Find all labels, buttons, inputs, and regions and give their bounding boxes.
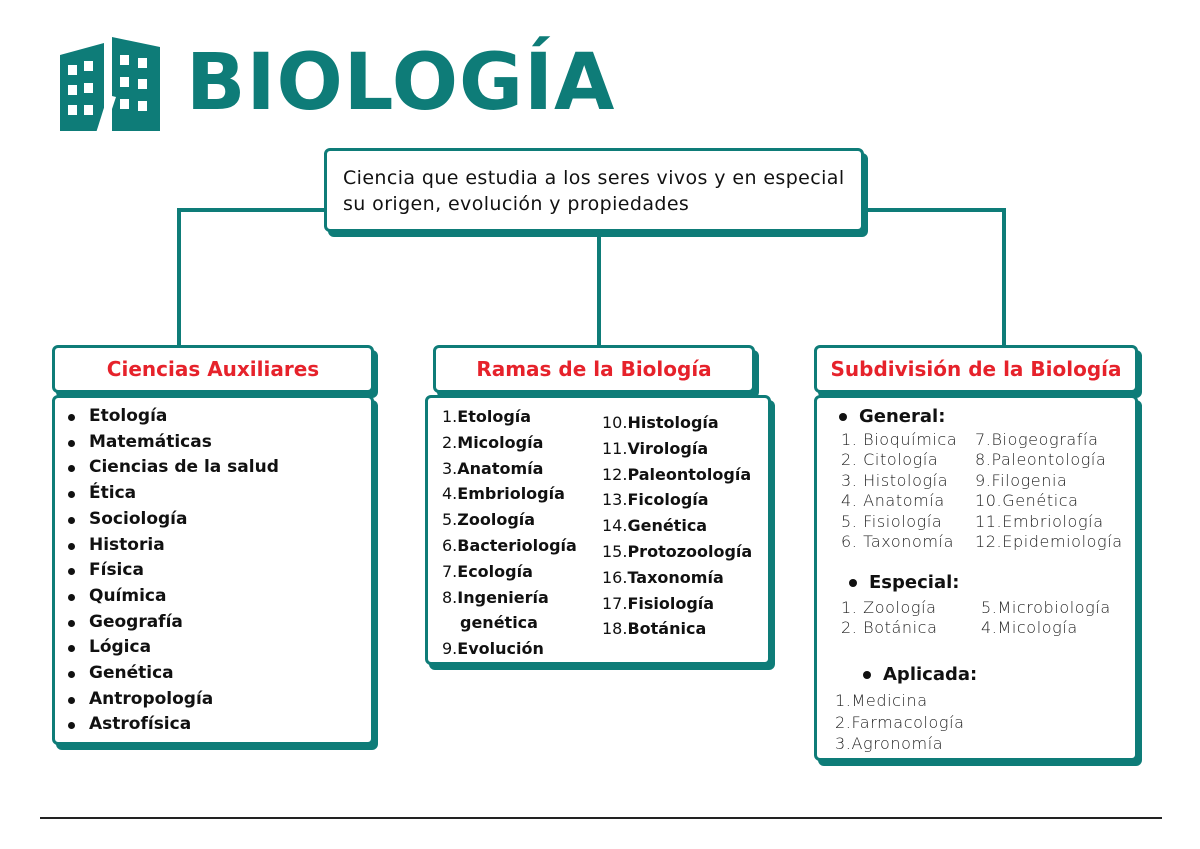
list-item: 11.Virología: [602, 438, 709, 458]
list-item: 17.Fisiología: [602, 593, 715, 613]
list-item: 4.Embriología: [442, 484, 565, 504]
auxiliares-header: [52, 345, 374, 393]
list-item: 8.Paleontología: [975, 450, 1107, 470]
list-item: 2. Citología: [841, 450, 939, 470]
list-item: 4.Micología: [981, 618, 1078, 638]
list-item: 18.Botánica: [602, 619, 707, 639]
list-item: 3. Histología: [841, 470, 949, 490]
page-title: BIOLOGÍA: [186, 37, 616, 128]
subdivision-list-box: [814, 395, 1138, 761]
list-item: 10.Genética: [975, 491, 1079, 511]
list-item: 4. Anatomía: [841, 491, 945, 511]
list-item: 5. Fisiología: [841, 511, 943, 531]
aplicada-section: [863, 664, 977, 685]
list-item: 7.Biogeografía: [975, 430, 1099, 449]
subdivision-header: [814, 345, 1138, 393]
list-item: 6.Bacteriología: [442, 535, 577, 555]
list-item: Astrofísica: [55, 712, 371, 738]
connector-right-horizontal: [864, 208, 1006, 212]
general-col-1: [841, 430, 957, 552]
list-item: 15.Protozoología: [602, 541, 753, 561]
list-item: Ética: [55, 481, 371, 507]
subdivision-header-label: Subdivisión de la Biología: [830, 357, 1122, 381]
ramas-header: [433, 345, 755, 393]
list-item: Lógica: [55, 635, 371, 661]
general-heading: General:: [839, 406, 945, 427]
list-item: 1. Bioquímica: [841, 430, 958, 449]
list-item: 8.Ingeniería: [442, 587, 549, 607]
list-item: Etología: [55, 404, 371, 430]
list-item: 1. Zoología: [841, 598, 937, 617]
definition-text: Ciencia que estudia a los seres vivos y en especial su origen, evolución y propiedades: [343, 167, 845, 215]
title-area: [56, 30, 615, 135]
list-item: Sociología: [55, 507, 371, 533]
connector-left-vertical: [177, 208, 181, 348]
list-item: Ciencias de la salud: [55, 455, 371, 481]
list-item: 2.Farmacología: [835, 712, 965, 732]
list-item: 3.Anatomía: [442, 458, 544, 478]
connector-right-vertical: [1002, 208, 1006, 348]
building-logo-icon: [56, 33, 164, 133]
list-item: 7.Ecología: [442, 561, 533, 581]
list-item: 5.Microbiología: [981, 598, 1111, 617]
ramas-header-label: Ramas de la Biología: [476, 357, 712, 381]
list-item: 9.Evolución: [442, 639, 544, 659]
especial-heading: Especial:: [849, 572, 959, 593]
connector-center-vertical: [597, 232, 601, 348]
list-item: 11.Embriología: [975, 511, 1104, 531]
list-item: Genética: [55, 661, 371, 687]
bullet-icon: [839, 413, 847, 421]
list-item: genética: [460, 613, 538, 633]
list-item: Historia: [55, 533, 371, 559]
list-item: 12.Epidemiología: [975, 532, 1123, 552]
bottom-divider: [40, 817, 1162, 819]
auxiliares-list: [55, 404, 371, 738]
definition-box: [324, 148, 864, 232]
ramas-list-box: [425, 395, 771, 665]
list-item: 1.Medicina: [835, 691, 928, 710]
list-item: Matemáticas: [55, 430, 371, 456]
list-item: 9.Filogenia: [975, 470, 1068, 490]
list-item: 13.Ficología: [602, 490, 709, 510]
list-item: 12.Paleontología: [602, 464, 752, 484]
list-item: Química: [55, 584, 371, 610]
aplicada-list: [835, 690, 965, 755]
list-item: 1.Etología: [442, 407, 532, 426]
list-item: 6. Taxonomía: [841, 532, 955, 552]
list-item: 5.Zoología: [442, 510, 536, 530]
connector-left-horizontal: [177, 208, 325, 212]
especial-section: [849, 572, 959, 593]
ramas-col-1: [442, 404, 577, 662]
general-section: [839, 406, 945, 427]
especial-col-1: [841, 598, 937, 639]
list-item: 3.Agronomía: [835, 734, 944, 753]
bullet-icon: [849, 579, 857, 587]
auxiliares-list-box: [52, 395, 374, 745]
auxiliares-header-label: Ciencias Auxiliares: [106, 357, 320, 381]
list-item: 14.Genética: [602, 516, 708, 536]
list-item: 10.Histología: [602, 413, 719, 432]
aplicada-heading: Aplicada:: [863, 664, 977, 685]
especial-col-2: [981, 598, 1111, 639]
list-item: Física: [55, 558, 371, 584]
list-item: 2.Micología: [442, 432, 544, 452]
list-item: 16.Taxonomía: [602, 567, 724, 587]
list-item: 2. Botánica: [841, 618, 938, 638]
general-col-2: [975, 430, 1123, 552]
ramas-col-2: [602, 410, 752, 642]
bullet-icon: [863, 671, 871, 679]
list-item: Antropología: [55, 687, 371, 713]
list-item: Geografía: [55, 610, 371, 636]
